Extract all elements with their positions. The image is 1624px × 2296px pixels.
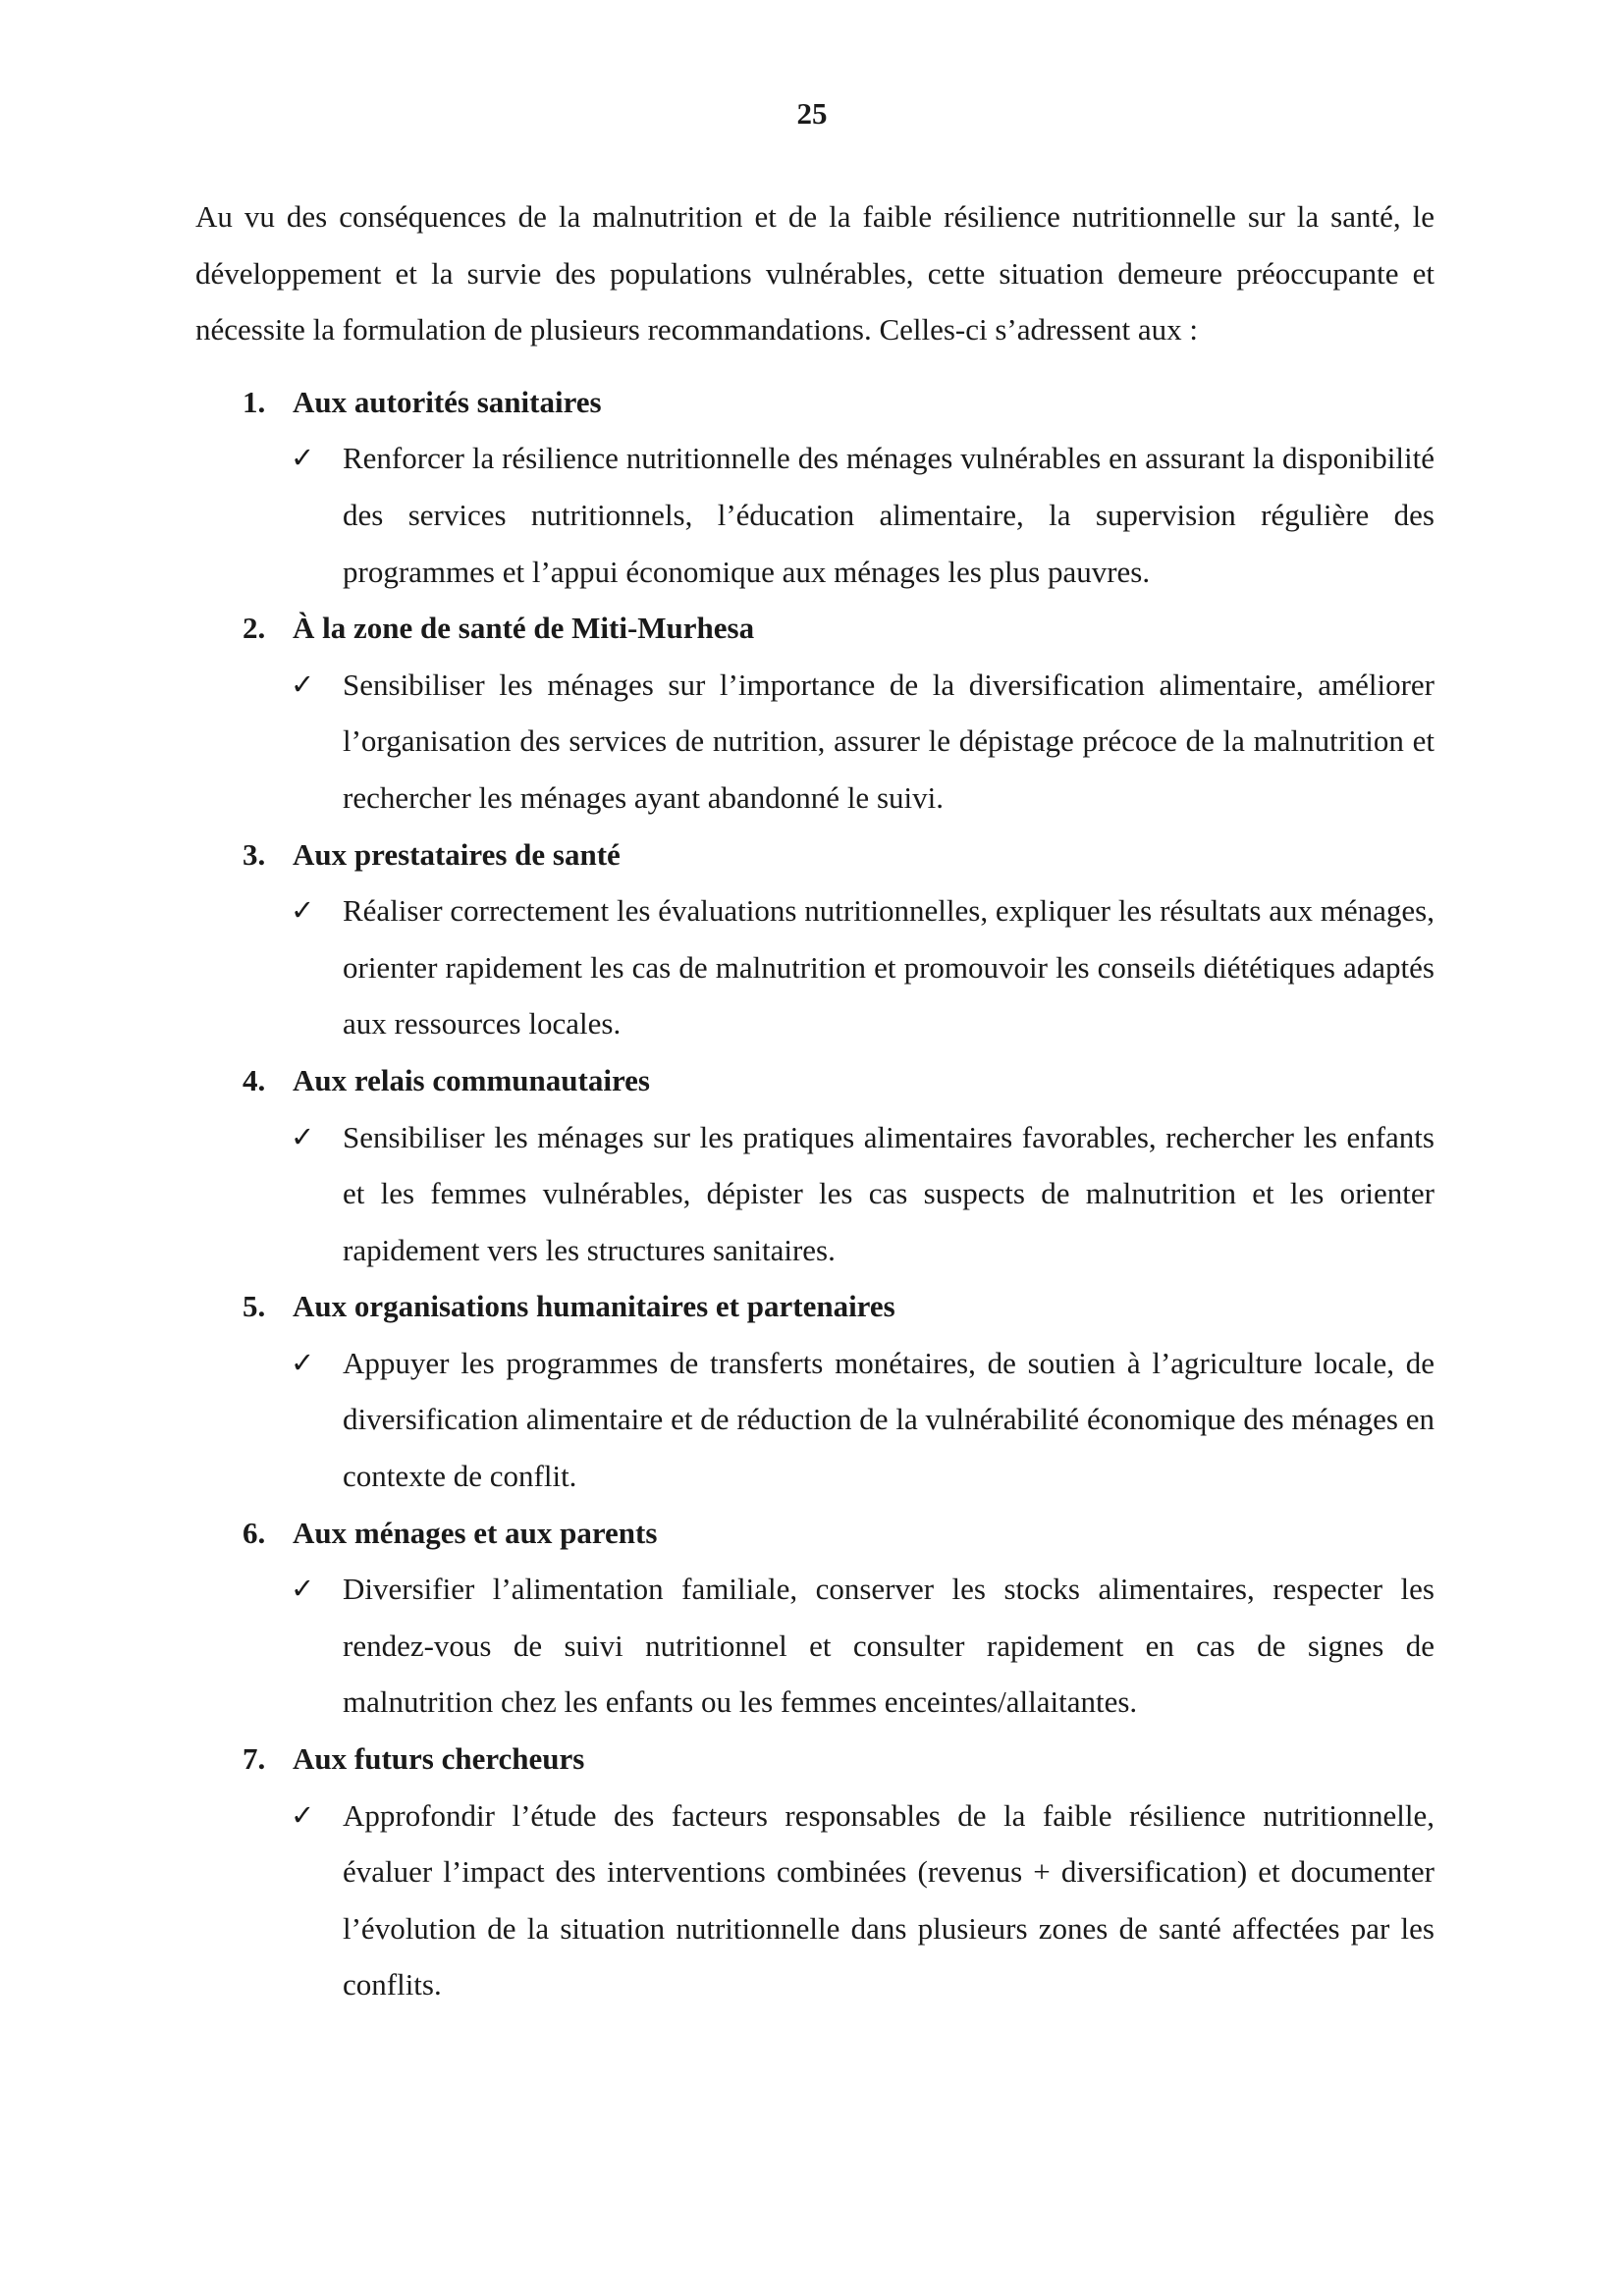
recommendation-detail: [195, 657, 1435, 827]
recommendation-heading: [195, 827, 1435, 883]
recommendation-heading: [195, 1052, 1435, 1109]
recommendation-title: Aux futurs chercheurs: [293, 1741, 585, 1777]
recommendation-text: Approfondir l’étude des facteurs responsables de la faible résilience nutritionnelle, évaluer l’impact des interventions combinées (revenus + diversification) et documenter l’évolution de la situation nutritionnelle dans plusieurs zones de santé affectées par les conflits.: [343, 1797, 1435, 2002]
recommendation-heading: [195, 600, 1435, 657]
recommendation-item: [195, 1052, 1435, 1278]
check-icon: ✓: [291, 1119, 315, 1153]
recommendation-number: 2.: [243, 611, 266, 646]
recommendation-number: 7.: [243, 1741, 266, 1777]
recommendation-text: Renforcer la résilience nutritionnelle des ménages vulnérables en assurant la disponibilité des services nutritionnels, l’éducation alimentaire, la supervision régulière des programmes et l’appui économique aux ménages les plus pauvres.: [343, 441, 1435, 589]
recommendation-detail: [195, 1561, 1435, 1731]
recommendation-title: À la zone de santé de Miti-Murhesa: [293, 611, 755, 646]
recommendation-detail: [195, 1788, 1435, 2013]
recommendation-title: Aux ménages et aux parents: [293, 1515, 658, 1550]
intro-paragraph: Au vu des conséquences de la malnutrition et de la faible résilience nutritionnelle sur la santé, le développement et la survie des populations vulnérables, cette situation demeure préoccupante et nécessite la formulation de plusieurs recommandations. Celles-ci s’adressent aux :: [195, 199, 1435, 347]
recommendation-number: 6.: [243, 1515, 266, 1550]
recommendation-text: Diversifier l’alimentation familiale, conserver les stocks alimentaires, respecter les rendez-vous de suivi nutritionnel et consulter rapidement en cas de signes de malnutrition chez les enfants ou les femmes enceintes/allaitantes.: [343, 1572, 1435, 1720]
recommendation-text: Réaliser correctement les évaluations nutritionnelles, expliquer les résultats aux ménages, orienter rapidement les cas de malnutrition et promouvoir les conseils diététiques adaptés aux ressources locales.: [343, 893, 1435, 1041]
recommendation-heading: [195, 374, 1435, 431]
recommendation-number: 5.: [243, 1289, 266, 1324]
recommendation-item: [195, 827, 1435, 1052]
check-icon: ✓: [291, 667, 315, 701]
recommendation-detail: [195, 430, 1435, 600]
recommendation-title: Aux autorités sanitaires: [293, 384, 602, 419]
recommendation-number: 3.: [243, 836, 266, 872]
recommendation-heading: [195, 1731, 1435, 1788]
recommendation-item: [195, 1505, 1435, 1731]
page-body: [195, 188, 1435, 2013]
recommendation-heading: [195, 1278, 1435, 1335]
recommendation-title: Aux organisations humanitaires et partenaires: [293, 1289, 895, 1324]
check-icon: ✓: [291, 893, 315, 928]
recommendation-item: [195, 1731, 1435, 2013]
recommendation-detail: [195, 1109, 1435, 1279]
recommendation-title: Aux relais communautaires: [293, 1062, 650, 1097]
recommendation-item: [195, 1278, 1435, 1504]
recommendation-heading: [195, 1505, 1435, 1562]
recommendation-title: Aux prestataires de santé: [293, 836, 621, 872]
recommendation-number: 4.: [243, 1062, 266, 1097]
check-icon: ✓: [291, 1797, 315, 1832]
recommendation-item: [195, 600, 1435, 826]
recommendation-number: 1.: [243, 384, 266, 419]
recommendation-detail: [195, 882, 1435, 1052]
recommendation-item: [195, 374, 1435, 600]
check-icon: ✓: [291, 1572, 315, 1606]
recommendation-detail: [195, 1335, 1435, 1505]
check-icon: ✓: [291, 441, 315, 475]
recommendations-list: [195, 374, 1435, 2013]
recommendation-text: Appuyer les programmes de transferts monétaires, de soutien à l’agriculture locale, de diversification alimentaire et de réduction de la vulnérabilité économique des ménages en contexte de conflit.: [343, 1345, 1435, 1494]
recommendation-text: Sensibiliser les ménages sur l’importance de la diversification alimentaire, améliorer l’organisation des services de nutrition, assurer le dépistage précoce de la malnutrition et rechercher les ménages ayant abandonné le suivi.: [343, 667, 1435, 815]
page-number: 25: [796, 96, 828, 131]
recommendation-text: Sensibiliser les ménages sur les pratiques alimentaires favorables, rechercher les enfants et les femmes vulnérables, dépister les cas suspects de malnutrition et les orienter rapidement vers les structures sanitaires.: [343, 1119, 1435, 1267]
check-icon: ✓: [291, 1345, 315, 1379]
